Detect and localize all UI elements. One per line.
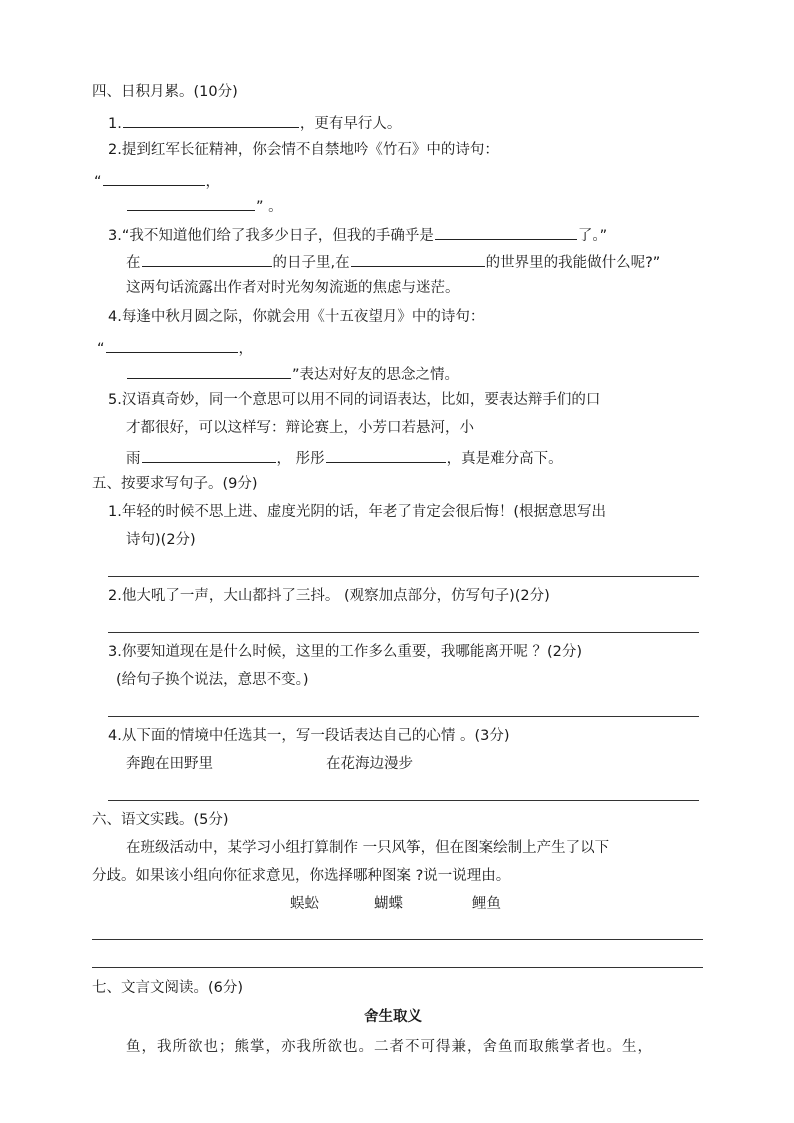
question-4-3-line-1 xyxy=(108,224,607,245)
question-5-2: 2.他大吼了一声，大山都抖了三抖。 (观察加点部分，仿写句子)(2分) xyxy=(108,588,550,604)
question-5-3-line-2: (给句子换个说法，意思不变。) xyxy=(116,672,309,688)
answer-blank[interactable] xyxy=(127,195,255,211)
question-4-3-line-3: 这两句话流露出作者对时光匆匆流逝的焦虑与迷茫。 xyxy=(126,280,460,296)
option-carp: 鲤鱼 xyxy=(472,896,501,912)
question-5-1-line-1: 1.年轻的时候不思上进、虚度光阴的话，年老了肯定会很后悔！(根据意思写出 xyxy=(108,504,606,520)
answer-line[interactable] xyxy=(92,939,703,940)
q4-5-text-a: 雨 xyxy=(126,451,141,467)
question-4-2-line-2 xyxy=(126,195,283,216)
question-4-4-line-1 xyxy=(97,337,253,358)
passage-title: 舍生取义 xyxy=(364,1009,422,1025)
q4-3-text-e: 的世界里的我能做什么呢?” xyxy=(485,255,661,271)
section-5-heading: 五、按要求写句子。(9分) xyxy=(92,476,258,492)
option-butterfly: 蝴蝶 xyxy=(374,896,403,912)
question-4-3-line-2 xyxy=(126,251,660,272)
q4-3-text-a: 3.“我不知道他们给了我多少日子，但我的手确乎是 xyxy=(108,228,434,244)
answer-blank[interactable] xyxy=(127,363,291,379)
open-quote: “ xyxy=(94,174,102,190)
answer-line[interactable] xyxy=(92,967,703,968)
q4-1-after: ，更有早行人。 xyxy=(299,116,402,132)
answer-line[interactable] xyxy=(108,632,699,633)
answer-blank[interactable] xyxy=(123,112,299,128)
answer-blank[interactable] xyxy=(142,251,272,267)
answer-line[interactable] xyxy=(108,576,699,577)
question-4-4: 4.每逢中秋月圆之际，你就会用《十五夜望月》中的诗句： xyxy=(108,309,485,325)
question-4-2: 2.提到红军长征精神，你会情不自禁地吟《竹石》中的诗句： xyxy=(108,142,499,158)
comma: ， xyxy=(205,174,221,190)
q4-3-text-c: 在 xyxy=(126,255,141,271)
q4-1-number: 1. xyxy=(108,116,122,132)
section-4-heading: 四、日积月累。(10分) xyxy=(92,84,238,100)
section-6-paragraph-1: 在班级活动中，某学习小组打算制作 一只风筝，但在图案绘制上产生了以下 xyxy=(126,840,610,856)
answer-line[interactable] xyxy=(108,716,699,717)
question-4-5-line-1: 5.汉语真奇妙，同一个意思可以用不同的词语表达，比如，要表达辩手们的口 xyxy=(108,392,601,408)
question-4-5-line-2: 才都很好，可以这样写：辩论赛上，小芳口若悬河，小 xyxy=(126,420,474,436)
option-centipede: 蜈蚣 xyxy=(290,896,319,912)
question-5-1-line-2: 诗句)(2分) xyxy=(126,532,196,548)
close-quote: ” 。 xyxy=(256,199,283,215)
q4-3-text-d: 的日子里,在 xyxy=(272,255,350,271)
question-4-2-line-1 xyxy=(94,170,220,191)
question-5-3-line-1: 3.你要知道现在是什么时候，这里的工作多么重要，我哪能离开呢 ？(2分) xyxy=(108,644,582,660)
option-running-field: 奔跑在田野里 xyxy=(126,756,213,772)
answer-line[interactable] xyxy=(108,800,699,801)
question-4-1 xyxy=(108,112,401,133)
question-5-4: 4.从下面的情境中任选其一，写一段话表达自己的心情 。(3分) xyxy=(108,728,510,744)
section-7-heading: 七、文言文阅读。(6分) xyxy=(92,980,244,996)
question-4-5-line-3 xyxy=(126,447,563,468)
option-flower-sea: 在花海边漫步 xyxy=(326,756,413,772)
close-quote-text: ”表达对好友的思念之情。 xyxy=(292,367,460,383)
passage-text: 鱼，我所欲也；熊掌，亦我所欲也。二者不可得兼，舍鱼而取熊掌者也。生， xyxy=(126,1039,653,1055)
answer-blank[interactable] xyxy=(106,337,238,353)
answer-blank[interactable] xyxy=(435,224,577,240)
answer-blank[interactable] xyxy=(142,447,276,463)
section-6-paragraph-2: 分歧。如果该小组向你征求意见，你选择哪种图案 ?说一说理由。 xyxy=(92,868,511,884)
answer-blank[interactable] xyxy=(351,251,485,267)
answer-blank[interactable] xyxy=(103,170,205,186)
answer-blank[interactable] xyxy=(326,447,446,463)
section-6-heading: 六、语文实践。(5分) xyxy=(92,812,229,828)
q4-5-text-b: ， 彤彤 xyxy=(276,451,325,467)
q4-3-text-b: 了。” xyxy=(577,228,608,244)
q4-5-text-c: ，真是难分高下。 xyxy=(446,451,563,467)
open-quote: “ xyxy=(97,341,105,357)
comma: ， xyxy=(238,341,254,357)
question-4-4-line-2 xyxy=(126,363,459,384)
